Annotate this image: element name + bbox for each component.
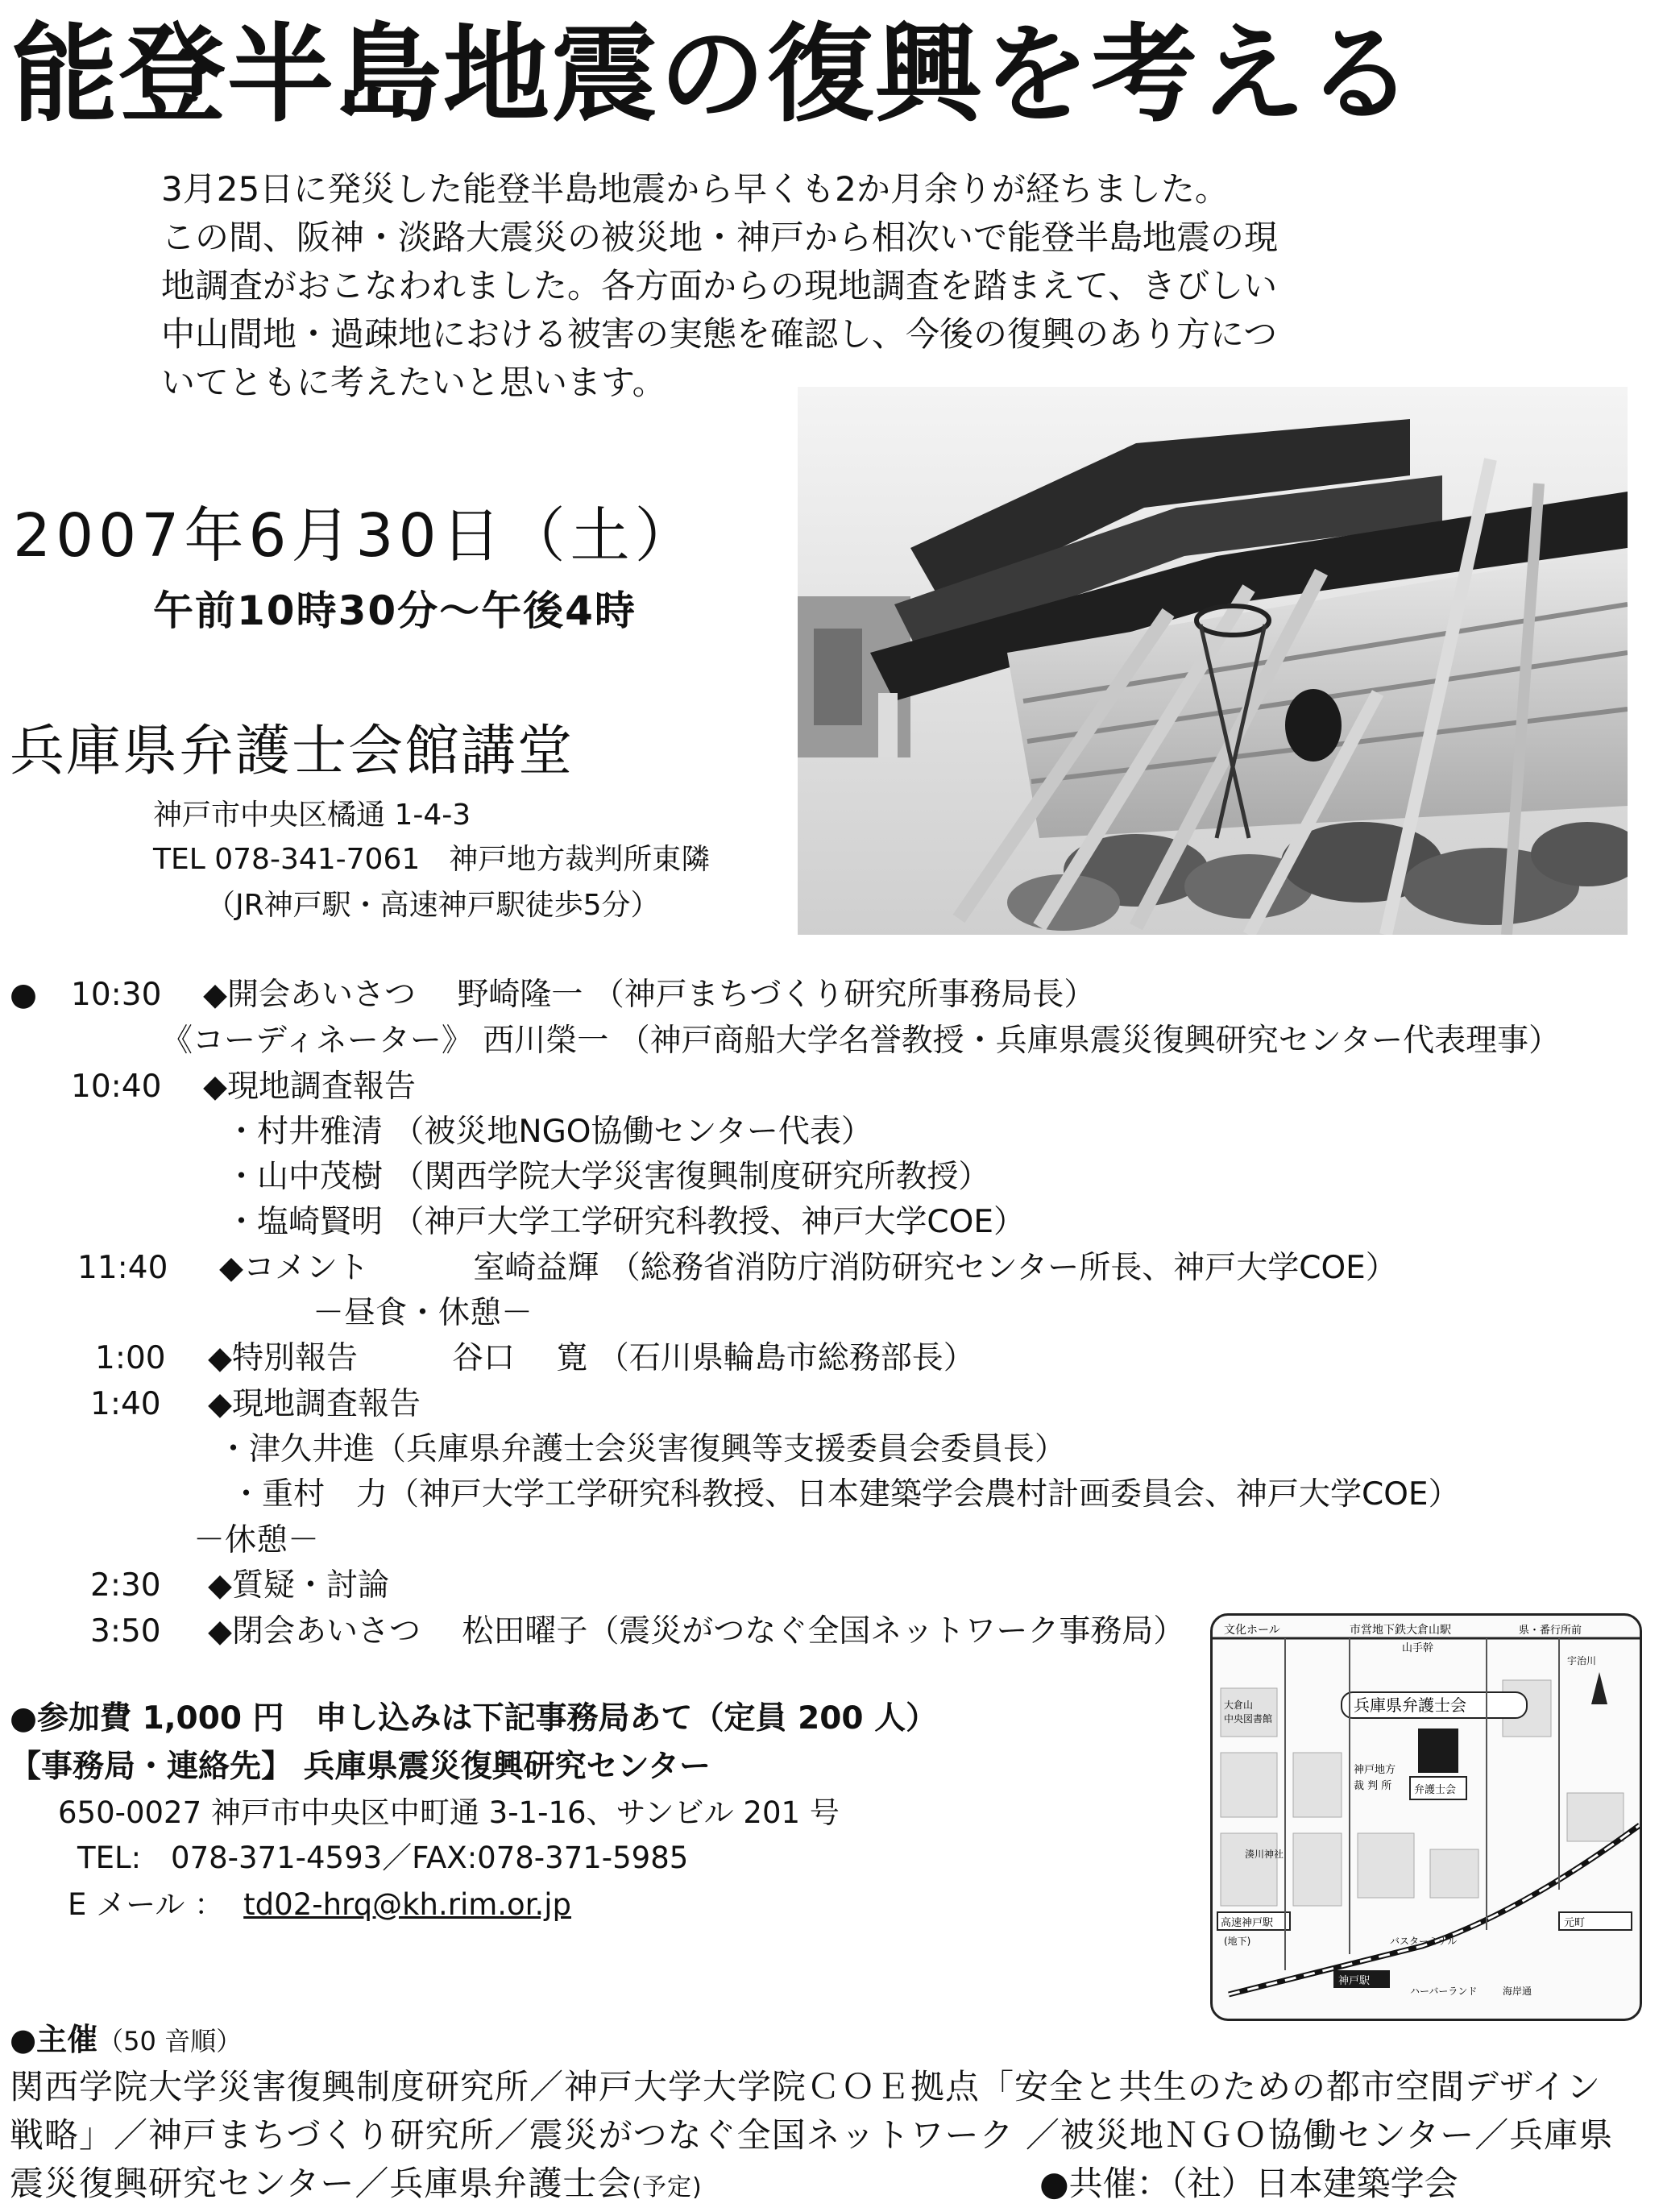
- event-time: 午前10時30分～午後4時: [153, 587, 637, 634]
- map-label: 元町: [1564, 1917, 1586, 1929]
- map-label: 高速神戸駅: [1221, 1917, 1274, 1929]
- map-label: 神戸駅: [1338, 1975, 1371, 1987]
- program-text: ・山中茂樹 （関西学院大学災害復興制度研究所教授）: [226, 1159, 990, 1195]
- program-row: [71, 1065, 416, 1109]
- organizers-line: [10, 2160, 703, 2212]
- program-time: 3:50: [90, 1613, 161, 1650]
- map-label: 神戸地方: [1354, 1764, 1396, 1776]
- office-phone: TEL: 078-371-4593／FAX:078-371-5985: [77, 1841, 689, 1875]
- program-row: [226, 1201, 1025, 1244]
- program-time: 1:40: [90, 1386, 161, 1422]
- map-label: ハーバーランド: [1410, 1986, 1478, 1997]
- program-text: ・村井雅清 （被災地NGO協働センター代表）: [226, 1114, 873, 1150]
- bullet-icon: ●: [10, 977, 38, 1013]
- intro-line: 中山間地・過疎地における被害の実態を確認し、今後の復興のあり方につ: [161, 314, 1278, 354]
- program-text: ・津久井進（兵庫県弁護士会災害復興等支援委員会委員長）: [218, 1431, 1067, 1467]
- program-row: [226, 1156, 989, 1199]
- map-label: 中央図書館: [1224, 1713, 1273, 1724]
- program-row: [90, 1383, 421, 1426]
- map-label: 県・番行所前: [1519, 1625, 1582, 1637]
- organizers-title: ●主催: [10, 2022, 98, 2057]
- intro-paragraph: [161, 165, 1278, 407]
- map-label: (地下): [1224, 1936, 1251, 1947]
- north-arrow-icon: [1591, 1672, 1607, 1704]
- intro-line: いてともに考えたいと思います。: [161, 363, 666, 402]
- map-label: 市営地下鉄大倉山駅: [1350, 1624, 1451, 1637]
- map-drawing: [1213, 1616, 1640, 2019]
- office-heading: 【事務局・連絡先】 兵庫県震災復興研究センター: [10, 1749, 711, 1785]
- program-row: [161, 1019, 1560, 1063]
- program-row: [10, 973, 1095, 1017]
- access-map: [1210, 1613, 1642, 2021]
- photo-illustration: [798, 387, 1628, 935]
- event-date: 2007年6月30日（土）: [13, 501, 699, 571]
- program-text: ◆現地調査報告: [203, 1069, 416, 1105]
- program-row: [77, 1247, 1397, 1290]
- program-row: [193, 1519, 319, 1563]
- intro-line: この間、阪神・淡路大震災の被災地・神戸から相次いで能登半島地震の現: [161, 218, 1279, 257]
- earthquake-damage-photo: [798, 387, 1628, 935]
- program-row: [95, 1337, 975, 1380]
- map-label: 海岸通: [1503, 1986, 1532, 1997]
- program-text: －昼食・休憩－: [313, 1295, 533, 1331]
- office-address: 650-0027 神戸市中央区中町通 3-1-16、サンビル 201 号: [58, 1795, 840, 1830]
- program-time: 10:30: [71, 977, 162, 1013]
- program-text: ◆コメント 室崎益輝 （総務省消防庁消防研究センター所長、神戸大学COE）: [219, 1250, 1397, 1286]
- participation-fee: ●参加費 1,000 円 申し込みは下記事務局あて（定員 200 人）: [10, 1700, 938, 1737]
- organizers-line-text: 震災復興研究センター／兵庫県弁護士会: [10, 2164, 632, 2203]
- program-time: 10:40: [71, 1069, 162, 1105]
- map-label: 山手幹: [1402, 1642, 1434, 1654]
- map-label: 大倉山: [1224, 1699, 1254, 1711]
- organizers-note: （50 音順）: [97, 2026, 243, 2056]
- organizers-line: 関西学院大学災害復興制度研究所／神戸大学大学院ＣＯＥ拠点「安全と共生のための都市空間デザイン: [10, 2067, 1602, 2106]
- program-row: [313, 1292, 533, 1335]
- program-time: 11:40: [77, 1250, 168, 1286]
- program-text: ◆現地調査報告: [208, 1386, 421, 1422]
- venue-address: 神戸市中央区橘通 1-4-3: [153, 799, 471, 832]
- program-text: ◆開会あいさつ 野崎隆一 （神戸まちづくり研究所事務局長）: [203, 977, 1096, 1013]
- program-time: 2:30: [90, 1567, 161, 1604]
- map-label: 裁 判 所: [1354, 1780, 1392, 1792]
- venue-name: 兵庫県弁護士会館講堂: [10, 720, 574, 783]
- email-label: E メール ：: [68, 1887, 225, 1922]
- program-text: ・塩崎賢明 （神戸大学工学研究科教授、神戸大学COE）: [226, 1204, 1025, 1240]
- map-label: 弁護士会: [1414, 1784, 1457, 1796]
- program-text: ・重村 力（神戸大学工学研究科教授、日本建築学会農村計画委員会、神戸大学COE）: [230, 1476, 1460, 1513]
- program-row: [90, 1564, 389, 1608]
- venue-marker: [1418, 1729, 1458, 1773]
- program-row: [230, 1473, 1460, 1517]
- intro-line: 地調査がおこなわれました。各方面からの現地調査を踏まえて、きびしい: [161, 266, 1278, 305]
- page-title: 能登半島地震の復興を考える: [11, 13, 1415, 137]
- venue-access: （JR神戸駅・高速神戸駅徒歩5分）: [206, 889, 660, 922]
- program-row: [226, 1110, 873, 1154]
- office-email-row: [68, 1882, 571, 1928]
- cohost: ●共催：（社）日本建築学会: [1039, 2164, 1458, 2203]
- map-label: 湊川神社: [1245, 1849, 1284, 1860]
- organizers-heading: [10, 2017, 242, 2064]
- organizers-line: 戦略」／神戸まちづくり研究所／震災がつなぐ全国ネットワーク ／被災地ＮＧＯ協働センター／兵庫県: [10, 2115, 1614, 2155]
- program-row: [218, 1428, 1066, 1471]
- map-label: 文化ホール: [1224, 1624, 1280, 1637]
- map-venue-label: 兵庫県弁護士会: [1354, 1695, 1466, 1715]
- program-row: [90, 1610, 1184, 1654]
- program-text: ◆閉会あいさつ 松田曜子（震災がつなぐ全国ネットワーク事務局）: [208, 1613, 1185, 1650]
- email-link[interactable]: td02-hrq@kh.rim.or.jp: [243, 1887, 572, 1922]
- organizers-line-note: (予定): [632, 2173, 703, 2202]
- program-text: ◆特別報告 谷口 寛 （石川県輪島市総務部長）: [208, 1340, 975, 1376]
- map-label: 宇治川: [1567, 1655, 1597, 1666]
- program-time: 1:00: [95, 1340, 166, 1376]
- program-text: ◆質疑・討論: [208, 1567, 389, 1604]
- map-label: バスターミナル: [1390, 1936, 1458, 1947]
- program-text: 《コーディネーター》 西川榮一 （神戸商船大学名誉教授・兵庫県震災復興研究センター代表理事）: [161, 1023, 1561, 1059]
- intro-line: 3月25日に発災した能登半島地震から早くも2か月余りが経ちました。: [161, 169, 1229, 209]
- program-text: －休憩－: [193, 1522, 320, 1558]
- venue-phone: TEL 078-341-7061 神戸地方裁判所東隣: [153, 843, 711, 876]
